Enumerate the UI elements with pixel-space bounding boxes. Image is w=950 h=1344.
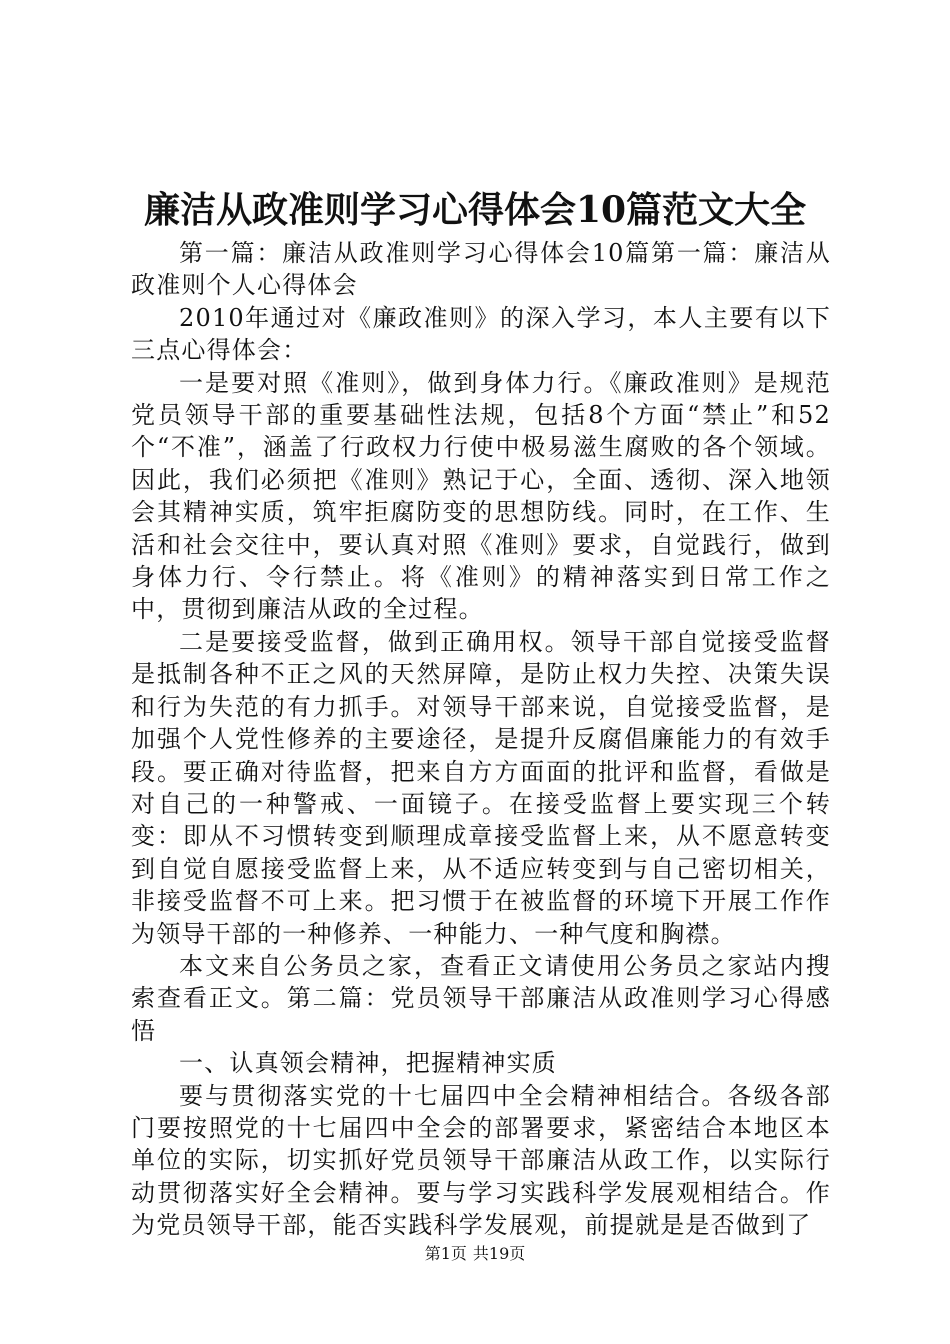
paragraph: 一、认真领会精神，把握精神实质 — [179, 1049, 557, 1078]
paragraph: 第一篇：廉洁从政准则学习心得体会10篇第一篇：廉洁从政准则个人心得体会 — [131, 239, 831, 300]
paragraph: 本文来自公务员之家，查看正文请使用公务员之家站内搜索查看正文。第二篇：党员领导干部廉洁从政准则学习心得感悟 — [131, 951, 831, 1045]
paragraph: 一是要对照《准则》，做到身体力行。《廉政准则》是规范党员领导干部的重要基础性法规，包括8个方面“禁止”和52个“不准”，涵盖了行政权力行使中极易滋生腐败的各个领域。因此，我们必须把《准则》熟记于心，全面、透彻、深入地领会其精神实质，筑牢拒腐防变的思想防线。同时，在工作、生活和社会交往中，要认真对照《准则》要求，自觉践行，做到身体力行、令行禁止。将《准则》的精神落实到日常工作之中，贯彻到廉洁从政的全过程。 — [131, 368, 831, 624]
page-total: 共19页 — [472, 1244, 526, 1263]
page-footer — [0, 1244, 950, 1264]
paragraph: 二是要接受监督，做到正确用权。领导干部自觉接受监督是抵制各种不正之风的天然屏障，是防止权力失控、决策失误和行为失范的有力抓手。对领导干部来说，自觉接受监督，是加强个人党性修养的主要途径，是提升反腐倡廉能力的有效手段。要正确对待监督，把来自方方面面的批评和监督，看做是对自己的一种警戒、一面镜子。在接受监督上要实现三个转变：即从不习惯转变到顺理成章接受监督上来，从不愿意转变到自觉自愿接受监督上来，从不适应转变到与自己密切相关，非接受监督不可上来。把习惯于在被监督的环境下开展工作作为领导干部的一种修养、一种能力、一种气度和胸襟。 — [131, 627, 831, 948]
page-number: 第1页 — [424, 1244, 467, 1263]
document-body — [131, 237, 831, 1242]
paragraph: 2010年通过对《廉政准则》的深入学习，本人主要有以下三点心得体会： — [131, 303, 831, 365]
paragraph: 要与贯彻落实党的十七届四中全会精神相结合。各级各部门要按照党的十七届四中全会的部署要求，紧密结合本地区本单位的实际，切实抓好党员领导干部廉洁从政工作，以实际行动贯彻落实好全会精神。要与学习实践科学发展观相结合。作为党员领导干部，能否实践科学发展观，前提就是是否做到了 — [131, 1081, 831, 1240]
document-title: 廉洁从政准则学习心得体会10篇范文大全 — [143, 189, 807, 231]
